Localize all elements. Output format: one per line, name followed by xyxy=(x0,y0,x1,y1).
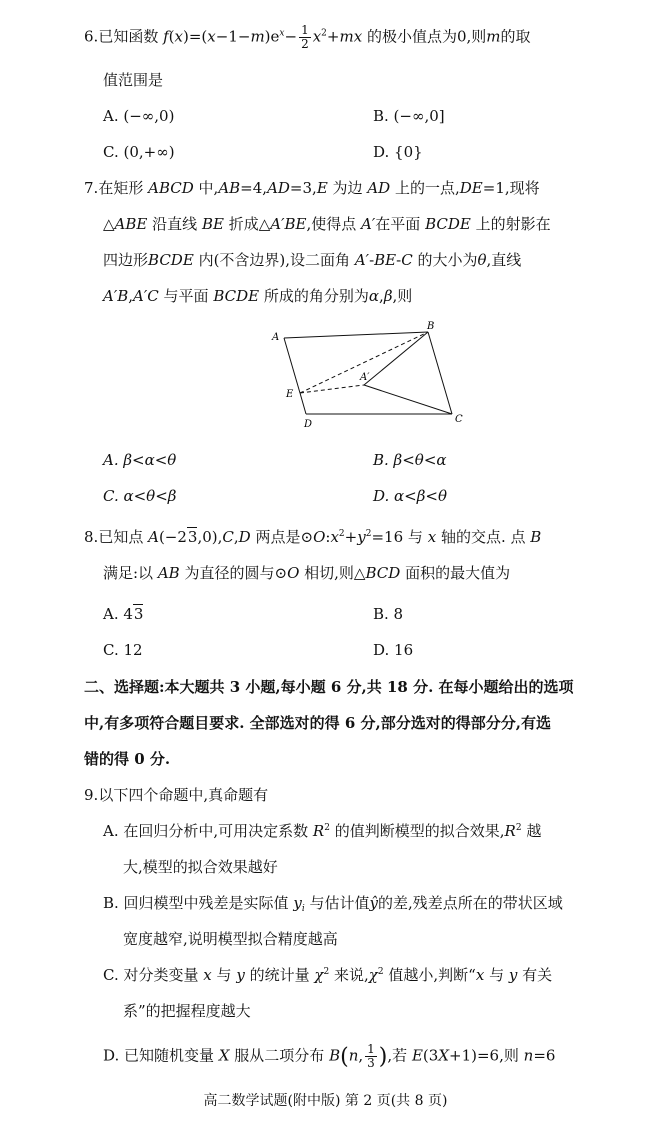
q9-option-b-line-1: B. 回归模型中残差是实际值 $y_i$ 与估计值ŷ的差,残差点所在的带状区域 xyxy=(103,894,563,914)
section2-line-1: 二、选择题:本大题共 3 小题,每小题 6 分,共 18 分. 在每小题给出的选项 xyxy=(84,678,574,696)
q6-option-a: A. (−∞,0) xyxy=(103,107,175,125)
label-b: B xyxy=(427,321,435,332)
q9-option-d-line-1: D. 已知随机变量 X 服从二项分布 B(n, $\frac{1}{3}$ ),若 E(3X+1)=6,则 n=6 xyxy=(103,1042,556,1070)
edge-a-b xyxy=(284,332,428,338)
q9-option-a-line-2: 大,模型的拟合效果越好 xyxy=(123,858,278,876)
q8-option-c: C. 12 xyxy=(103,641,143,659)
label-ap: A′ xyxy=(360,372,370,383)
label-d: D xyxy=(304,419,313,430)
q7-line-1: 7.在矩形 ABCD 中,AB=4,AD=3,E 为边 AD 上的一点,DE=1,现将 xyxy=(84,179,540,197)
section2-line-3: 错的得 0 分. xyxy=(84,750,171,768)
q9-option-b-line-2: 宽度越窄,说明模型拟合精度越高 xyxy=(123,930,338,948)
fraction-half: $\frac{1}{2}$ xyxy=(301,23,309,51)
q7-number: 7. xyxy=(84,179,99,197)
q9-option-c-line-2: 系”的把握程度越大 xyxy=(123,1002,251,1020)
q8-number: 8. xyxy=(84,528,99,546)
q7-line-2: △ABE 沿直线 BE 折成△A′BE,使得点 A′在平面 BCDE 上的射影在 xyxy=(103,215,551,233)
q7-line-3: 四边形BCDE 内(不含边界),设二面角 A′‑BE‑C 的大小为θ,直线 xyxy=(103,251,522,269)
edge-e-d xyxy=(300,393,306,414)
q6-option-d: D. {0} xyxy=(373,143,423,161)
q7-option-c: C. α<θ<β xyxy=(103,487,177,505)
edge-e-b-dashed xyxy=(300,332,428,393)
q6-option-b: B. (−∞,0] xyxy=(373,107,445,125)
edge-e-ap-dashed xyxy=(300,385,364,393)
q6-option-c: C. (0,+∞) xyxy=(103,143,175,161)
q9-stem: 9.以下四个命题中,真命题有 xyxy=(84,786,269,804)
q6-line-1: 6.已知函数 $f(x)=(x-1-m)e^x-$ $\frac{1}{2}$ $x^2+mx$ 的极小值点为0,则m的取 xyxy=(84,23,531,51)
q9-number: 9. xyxy=(84,786,99,804)
section2-line-2: 中,有多项符合题目要求. 全部选对的得 6 分,部分选对的得部分分,有选 xyxy=(84,714,551,732)
edge-ap-c xyxy=(364,385,452,414)
q9-option-c-line-1: C. 对分类变量 x 与 y 的统计量 $\chi^2$ 来说$,\chi^2$ 值越小,判断“x 与 y 有关 xyxy=(103,966,553,984)
q7-option-a: A. β<α<θ xyxy=(103,451,177,469)
edge-ap-b xyxy=(364,332,428,385)
q8-option-d: D. 16 xyxy=(373,641,414,659)
fraction-third: $\frac{1}{3}$ xyxy=(367,1042,375,1070)
page-footer: 高二数学试题(附中版) 第 2 页(共 8 页) xyxy=(203,1093,448,1109)
q7-geometry-figure xyxy=(270,318,470,430)
q7-option-d: D. α<β<θ xyxy=(373,487,447,505)
q9-option-a-line-1: A. 在回归分析中,可用决定系数 $R^2$ 的值判断模型的拟合效果$,R^2$ 越 xyxy=(103,822,542,840)
label-c: C xyxy=(455,414,463,425)
q8-line-2: 满足:以 AB 为直径的圆与⊙O 相切,则△BCD 面积的最大值为 xyxy=(103,564,511,582)
q7-option-b: B. β<θ<α xyxy=(373,451,447,469)
q6-number: 6. xyxy=(84,27,99,46)
q8-line-1: 8.已知点 A(−23,0),C,D 两点是$⊙O:x^2+y^2=16$ 与 x 轴的交点. 点 B xyxy=(84,528,542,546)
edge-a-e xyxy=(284,338,300,393)
q8-option-b: B. 8 xyxy=(373,605,404,623)
q8-option-a: A. 43 xyxy=(103,605,144,623)
q7-line-4: A′B,A′C 与平面 BCDE 所成的角分别为α,β,则 xyxy=(103,287,413,305)
label-a: A xyxy=(272,332,280,343)
label-e: E xyxy=(286,389,294,400)
edge-b-c xyxy=(428,332,452,414)
q6-line-2: 值范围是 xyxy=(103,71,164,89)
